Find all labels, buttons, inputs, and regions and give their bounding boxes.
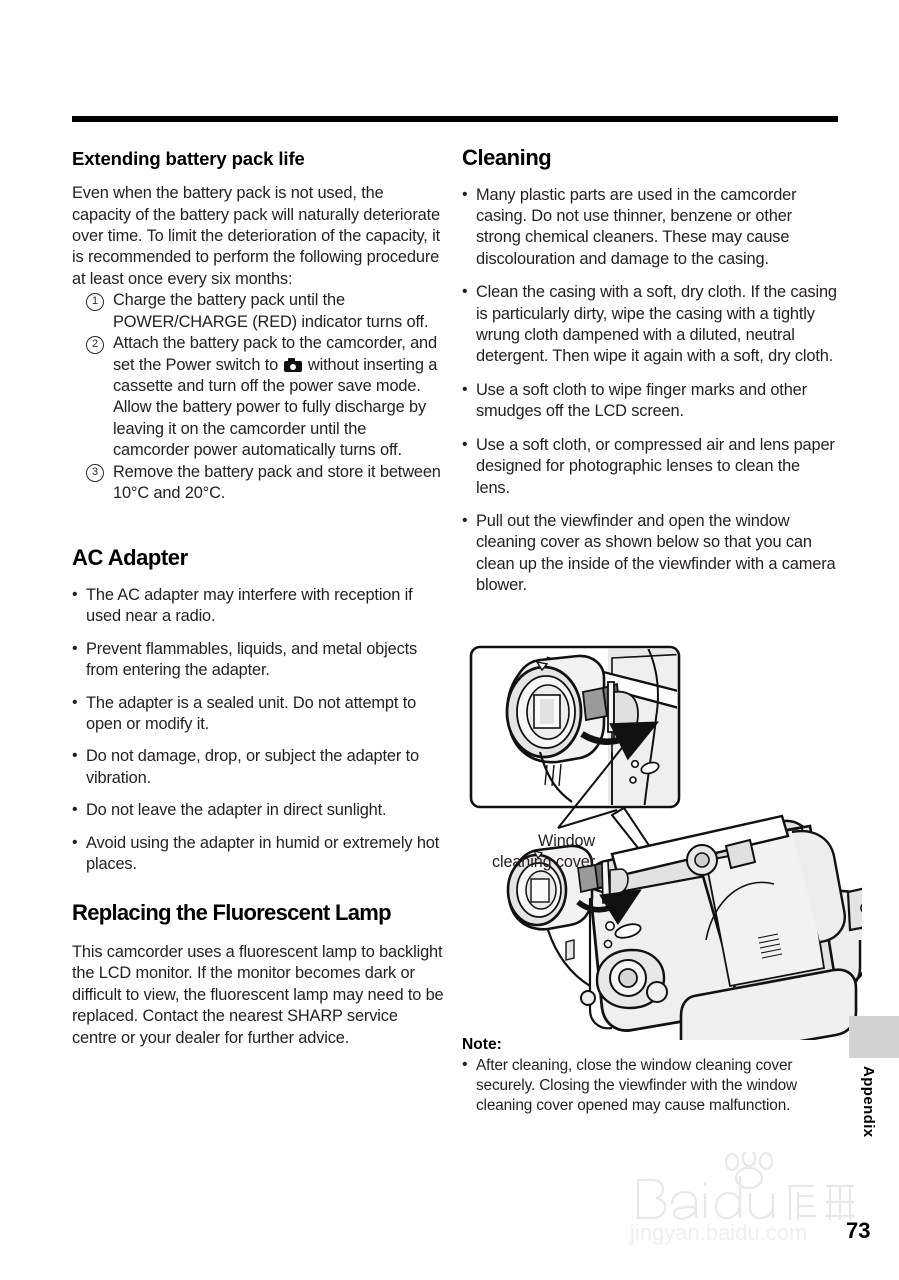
list-item	[462, 1056, 834, 1117]
step-text: Charge the battery pack until the POWER/CHARGE (RED) indicator turns off.	[113, 291, 429, 331]
bullet-text: Avoid using the adapter in humid or extremely hot places.	[86, 833, 440, 874]
list-item	[86, 290, 446, 333]
bullet-text: Use a soft cloth to wipe finger marks and other smudges off the LCD screen.	[476, 380, 807, 421]
list-item	[72, 585, 446, 628]
heading-label: Cleaning	[462, 145, 552, 170]
cleaning-bullet-list	[462, 185, 838, 597]
paragraph-battery-intro: Even when the battery pack is not used, the capacity of the battery pack will naturally deteriorate over time. To limit the deterioration of the capacity, it is recommended to perform the following procedure at least once every six months:	[72, 184, 441, 288]
bullet-text: Clean the casing with a soft, dry cloth. If the casing is particularly dirty, wipe the casing with a tightly wrung cloth dampened with a diluted, neutral detergent. Then wipe it again with a soft, dry cloth.	[476, 283, 837, 366]
list-item	[86, 462, 446, 505]
list-item	[72, 639, 446, 682]
heading-label: Replacing the Fluorescent Lamp	[72, 900, 391, 926]
list-item	[72, 833, 446, 876]
list-item	[462, 282, 838, 368]
list-item	[72, 746, 446, 789]
inset-detail-box	[471, 647, 694, 810]
section-tab-marker	[849, 1016, 899, 1058]
left-column	[72, 148, 446, 1049]
heading-replacing-fluorescent-lamp	[72, 901, 446, 926]
bullet-text: Pull out the viewfinder and open the window cleaning cover as shown below so that you can clean up the inside of the viewfinder with a camera blower.	[476, 511, 836, 595]
heading-cleaning	[462, 146, 838, 171]
list-item	[462, 435, 838, 499]
battery-procedure-list	[72, 290, 446, 504]
bullet-text: Use a soft cloth, or compressed air and lens paper designed for photographic lenses to clean the lens.	[476, 435, 835, 497]
right-column	[462, 145, 838, 609]
note-bullet-list	[462, 1056, 834, 1117]
callout-line-1: Window	[538, 832, 595, 850]
step-number: 1	[86, 293, 104, 311]
bullet-text: The adapter is a sealed unit. Do not attempt to open or modify it.	[86, 693, 417, 734]
ac-adapter-bullet-list	[72, 585, 446, 875]
heading-label: AC Adapter	[72, 545, 188, 571]
bullet-text: Prevent flammables, liquids, and metal objects from entering the adapter.	[86, 639, 418, 680]
paragraph-fluorescent-lamp: This camcorder uses a fluorescent lamp to backlight the LCD monitor. If the monitor becomes dark or difficult to view, the fluorescent lamp may need to be replaced. Contact the nearest SHARP service centre or your dealer for further advice.	[72, 943, 444, 1047]
list-item	[462, 185, 838, 271]
bullet-text: Many plastic parts are used in the camcorder casing. Do not use thinner, benzene or other strong chemical cleaners. These may cause discolouration and damage to the casing.	[476, 185, 797, 268]
list-item	[86, 333, 446, 461]
note-label: Note:	[462, 1036, 502, 1053]
step-text: Remove the battery pack and store it between 10°C and 20°C.	[113, 462, 441, 502]
bullet-text: After cleaning, close the window cleaning cover securely. Closing the viewfinder with the window cleaning cover opened may cause malfunction.	[476, 1057, 798, 1115]
bullet-text: The AC adapter may interfere with reception if used near a radio.	[86, 585, 413, 626]
callout-line-2: cleaning cover	[492, 852, 595, 871]
watermark-url: jingyan.baidu.com	[630, 1220, 808, 1245]
section-tab-label: Appendix	[860, 1066, 877, 1138]
heading-extending-battery-pack-life: Extending battery pack life	[72, 148, 305, 169]
list-item	[462, 511, 838, 597]
bullet-text: Do not damage, drop, or subject the adapter to vibration.	[86, 747, 419, 787]
step-number: 3	[86, 464, 104, 482]
note-block	[462, 1036, 834, 1117]
callout-window-cleaning-cover	[455, 831, 595, 872]
step-text: Attach the battery pack to the camcorder, and set the Power switch to	[113, 334, 437, 374]
list-item	[72, 800, 446, 821]
bullet-text: Do not leave the adapter in direct sunlight.	[86, 801, 387, 820]
list-item	[72, 693, 446, 736]
header-rule	[72, 116, 838, 122]
list-item	[462, 380, 838, 423]
baidu-watermark	[628, 1152, 871, 1248]
step-number: 2	[86, 336, 104, 354]
heading-ac-adapter	[72, 546, 446, 571]
page-number: 73	[846, 1218, 871, 1243]
camera-icon	[284, 358, 302, 372]
step-text-continued: without inserting a cassette and turn off the power save mode. Allow the battery power to fully discharge by leaving it on the camcorder until the camcorder power automatically turns off.	[113, 355, 438, 460]
